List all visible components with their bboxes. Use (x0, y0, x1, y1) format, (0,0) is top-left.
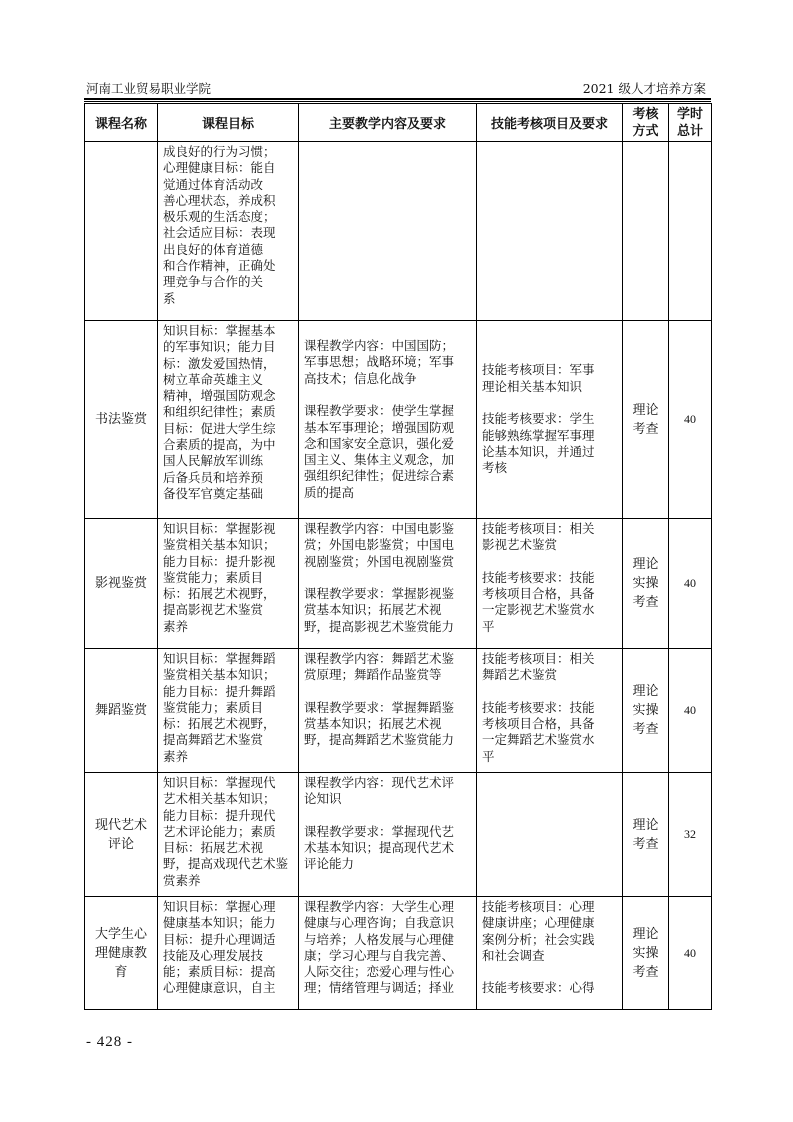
hours-cell: 40 (669, 649, 712, 773)
skill-cell: 技能考核项目：军事 理论相关基本知识 技能考核要求：学生 能够熟练掌握军事理 论基本知识，并通过 考核 (482, 362, 595, 476)
skill-cell: 技能考核项目：相关 影视艺术鉴赏 技能考核要求：技能 考核项目合格，具备 一定影视艺术鉴赏水 平 (482, 521, 595, 634)
course-name-cell: 影视鉴赏 (85, 519, 158, 649)
assessment-mode-cell (623, 142, 669, 321)
table-row (85, 519, 712, 649)
assessment-mode-cell: 理论 实操 考查 (623, 519, 669, 649)
hours-cell: 40 (669, 519, 712, 649)
content-cell: 课程教学内容：中国电影鉴 赏；外国电影鉴赏；中国电 视剧鉴赏；外国电视剧鉴赏 课程教学要求：掌握影视鉴 赏基本知识；拓展艺术视 野，提高影视艺术鉴赏能力 (304, 521, 455, 634)
course-name-cell (85, 142, 158, 321)
header-rule-thin (84, 101, 711, 102)
skill-cell: 技能考核项目：心理 健康讲座；心理健康 案例分析；社会实践 和社会调查 技能考核要求：心得 (482, 899, 595, 996)
assessment-mode-cell: 理论 考查 (623, 773, 669, 897)
header-rule (84, 98, 711, 100)
course-goal-cell: 知识目标：掌握舞蹈 鉴赏相关基本知识； 能力目标：提升舞蹈 鉴赏能力；素质目 标：拓展艺术视野， 提高舞蹈艺术鉴赏 素养 (163, 651, 276, 764)
skill-cell (477, 773, 622, 777)
table-row (85, 649, 712, 773)
skill-cell (477, 142, 622, 146)
content-cell: 课程教学内容：大学生心理 健康与心理咨询；自我意识 与培养；人格发展与心理健 康；学习心理与自我完善、 人际交往；恋爱心理与性心 理；情绪管理与调适；择业 (304, 899, 455, 996)
table-header-row (85, 104, 712, 142)
table-row (85, 321, 712, 519)
course-name-cell: 大学生心 理健康教 育 (85, 897, 158, 1010)
col-header-course-goal: 课程目标 (158, 104, 299, 142)
hours-cell: 32 (669, 773, 712, 897)
col-header-content: 主要教学内容及要求 (299, 104, 477, 142)
page-number: - 428 - (86, 1034, 133, 1050)
curriculum-table (84, 103, 712, 1010)
course-goal-cell: 知识目标：掌握心理 健康基本知识；能力 目标：提升心理调适 技能及心理发展技 能；素质目标：提高 心理健康意识，自主 (163, 899, 276, 996)
content-cell: 课程教学内容：现代艺术评 论知识 课程教学要求：掌握现代艺 术基本知识；提高现代艺术 评论能力 (304, 775, 455, 872)
course-name-cell: 现代艺术 评论 (85, 773, 158, 897)
header-document-title: 2021 级人才培养方案 (582, 81, 706, 96)
course-goal-cell: 知识目标：掌握现代 艺术相关基本知识； 能力目标：提升现代 艺术评论能力；素质 目标：拓展艺术视 野，提高戏现代艺术鉴 赏素养 (163, 775, 289, 888)
hours-cell: 40 (669, 321, 712, 519)
course-goal-cell: 知识目标：掌握基本 的军事知识；能力目 标：激发爱国热情， 树立革命英雄主义 精神，增强国防观念 和组织纪律性；素质 目标：促进大学生综 合素质的提高，为中 国人民解放军训练 后备兵员和培养预 备役军官奠定基础 (163, 323, 276, 501)
hours-cell: 40 (669, 897, 712, 1010)
col-header-assessment-mode: 考核 方式 (623, 104, 669, 142)
course-goal-cell: 成良好的行为习惯； 心理健康目标：能自 觉通过体育活动改 善心理状态，养成积 极乐观的生活态度； 社会适应目标：表现 出良好的体育道德 和合作精神，正确处 理竞争与合作的关 系 (163, 144, 276, 306)
table-row (85, 773, 712, 897)
content-cell (299, 142, 476, 146)
course-name-cell: 书法鉴赏 (85, 321, 158, 519)
assessment-mode-cell: 理论 实操 考查 (623, 897, 669, 1010)
assessment-mode-cell: 理论 考查 (623, 321, 669, 519)
content-cell: 课程教学内容：中国国防； 军事思想；战略环境；军事 高技术；信息化战争 课程教学要求：使学生掌握 基本军事理论；增强国防观 念和国家安全意识，强化爱 国主义、集体主义观念，加 强组织纪律性；促进综合素 质的提高 (304, 338, 455, 500)
col-header-course-name: 课程名称 (85, 104, 158, 142)
header-institution: 河南工业贸易职业学院 (86, 81, 212, 96)
content-cell: 课程教学内容：舞蹈艺术鉴 赏原理；舞蹈作品鉴赏等 课程教学要求：掌握舞蹈鉴 赏基本知识；拓展艺术视 野，提高舞蹈艺术鉴赏能力 (304, 651, 455, 748)
course-goal-cell: 知识目标：掌握影视 鉴赏相关基本知识； 能力目标：提升影视 鉴赏能力；素质目 标：拓展艺术视野， 提高影视艺术鉴赏 素养 (163, 521, 276, 634)
table-row (85, 142, 712, 321)
col-header-total-hours: 学时 总计 (669, 104, 712, 142)
course-name-cell: 舞蹈鉴赏 (85, 649, 158, 773)
col-header-skill-assessment: 技能考核项目及要求 (477, 104, 623, 142)
skill-cell: 技能考核项目：相关 舞蹈艺术鉴赏 技能考核要求：技能 考核项目合格，具备 一定舞蹈艺术鉴赏水 平 (482, 651, 595, 764)
assessment-mode-cell: 理论 实操 考查 (623, 649, 669, 773)
hours-cell (669, 142, 712, 321)
table-row (85, 897, 712, 1010)
